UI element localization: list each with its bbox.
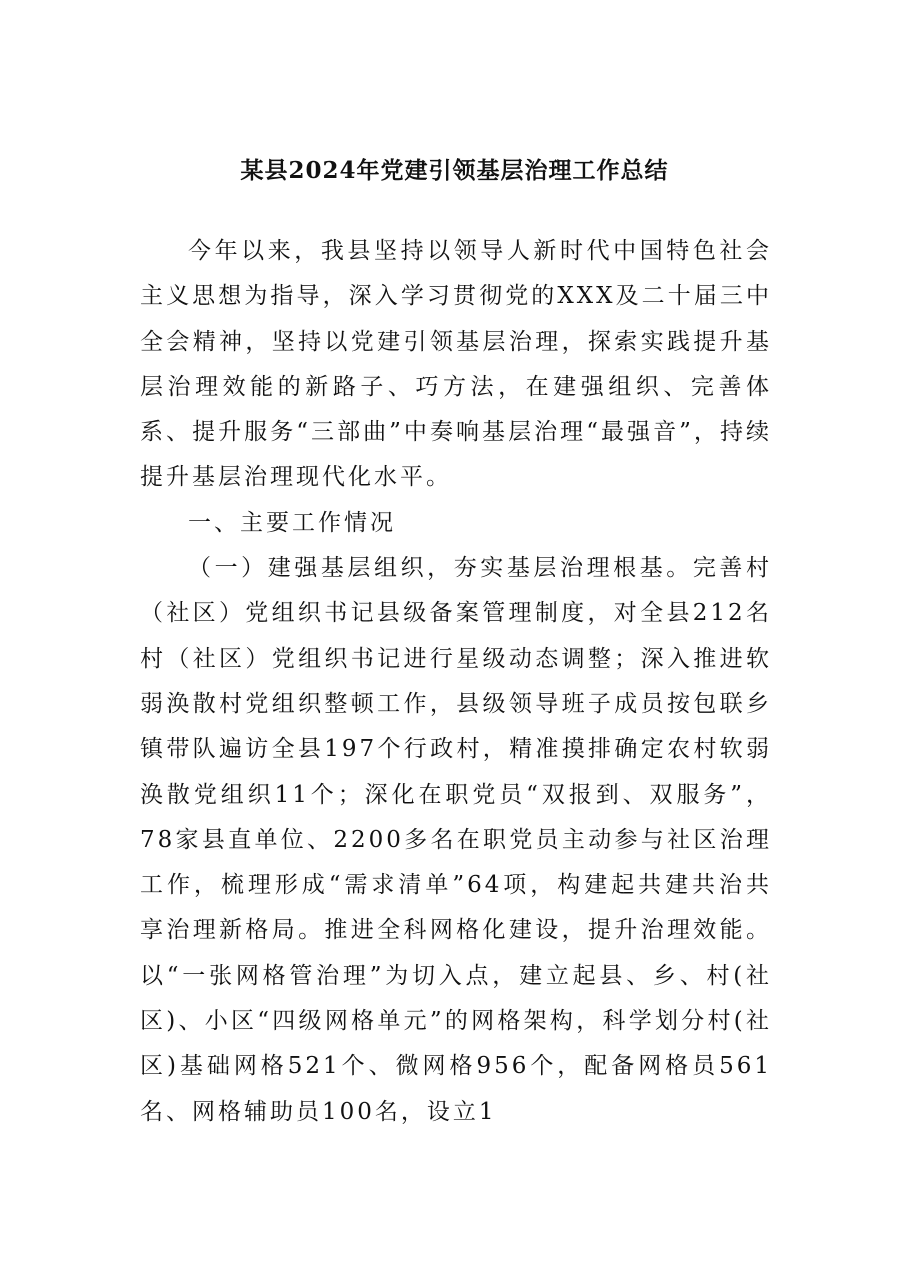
document-body <box>140 229 772 1135</box>
section-heading-main-work: 一、主要工作情况 <box>188 509 396 536</box>
document-title: 某县2024年党建引领基层治理工作总结 <box>240 157 669 184</box>
intro-paragraph: 今年以来，我县坚持以领导人新时代中国特色社会主义思想为指导，深入学习贯彻党的XXX及二十届三中全会精神，坚持以党建引领基层治理，探索实践提升基层治理效能的新路子、巧方法，在建强组织、完善体系、提升服务“三部曲”中奏响基层治理“最强音”，持续提升基层治理现代化水平。 <box>140 238 772 491</box>
subsection-paragraph-1: （一）建强基层组织，夯实基层治理根基。完善村（社区）党组织书记县级备案管理制度，对全县212名村（社区）党组织书记进行星级动态调整；深入推进软弱涣散村党组织整顿工作，县级领导班子成员按包联乡镇带队遍访全县197个行政村，精准摸排确定农村软弱涣散党组织11个；深化在职党员“双报到、双服务”，78家县直单位、2200多名在职党员主动参与社区治理工作，梳理形成“需求清单”64项，构建起共建共治共享治理新格局。推进全科网格化建设，提升治理效能。以“一张网格管治理”为切入点，建立起县、乡、村(社区)、小区“四级网格单元”的网格架构，科学划分村(社区)基础网格521个、微网格956个，配备网格员561名、网格辅助员100名，设立1 <box>140 555 772 1125</box>
